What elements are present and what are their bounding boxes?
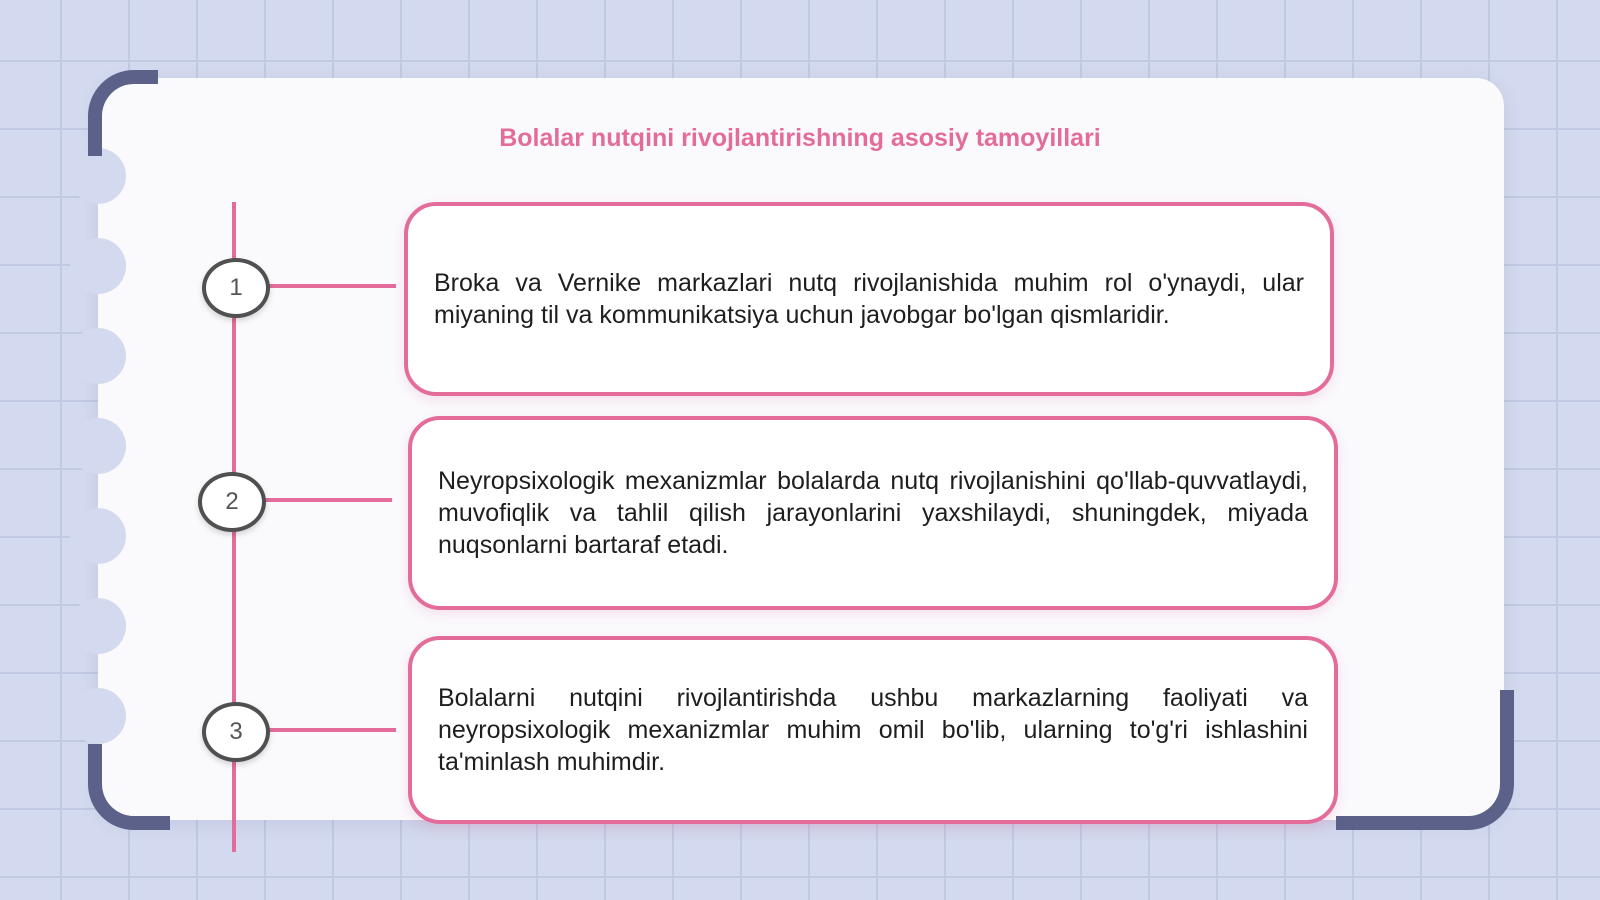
sheet-notch (70, 418, 126, 474)
frame-corner-bottom-right (1336, 690, 1514, 830)
principle-text-2: Neyropsixologik mexanizmlar bolalarda nutq rivojlanishini qo'llab-quvvatlaydi, muvofiqlik va tahlil qilish jarayonlarini yaxshilaydi, shuningdek, miyada nuqsonlarni bartaraf etadi. (438, 467, 1308, 559)
step-number-2: 2 (198, 472, 266, 532)
principle-card-2 (408, 416, 1338, 610)
principle-card-3 (408, 636, 1338, 824)
principle-card-1 (404, 202, 1334, 396)
step-number-3: 3 (202, 702, 270, 762)
step-number-1: 1 (202, 258, 270, 318)
sheet-notch (70, 328, 126, 384)
sheet-notch (70, 688, 126, 744)
sheet-notch (70, 148, 126, 204)
timeline-connector-1 (266, 284, 396, 288)
timeline-connector-3 (266, 728, 396, 732)
principle-text-3: Bolalarni nutqini rivojlantirishda ushbu markazlarning faoliyati va neyropsixologik mexanizmlar muhim omil bo'lib, ularning to'g'ri ishlashini ta'minlash muhimdir. (438, 684, 1308, 776)
frame-corner-bottom-left (88, 744, 170, 830)
sheet-notch (70, 598, 126, 654)
slide-title: Bolalar nutqini rivojlantirishning asosiy tamoyillari (499, 124, 1101, 152)
timeline-connector-2 (262, 498, 392, 502)
principle-text-1: Broka va Vernike markazlari nutq rivojlanishida muhim rol o'ynaydi, ular miyaning til va kommunikatsiya uchun javobgar bo'lgan qismlaridir. (434, 269, 1304, 329)
frame-corner-top-left (88, 70, 158, 156)
sheet-notch (70, 238, 126, 294)
sheet-notch (70, 508, 126, 564)
